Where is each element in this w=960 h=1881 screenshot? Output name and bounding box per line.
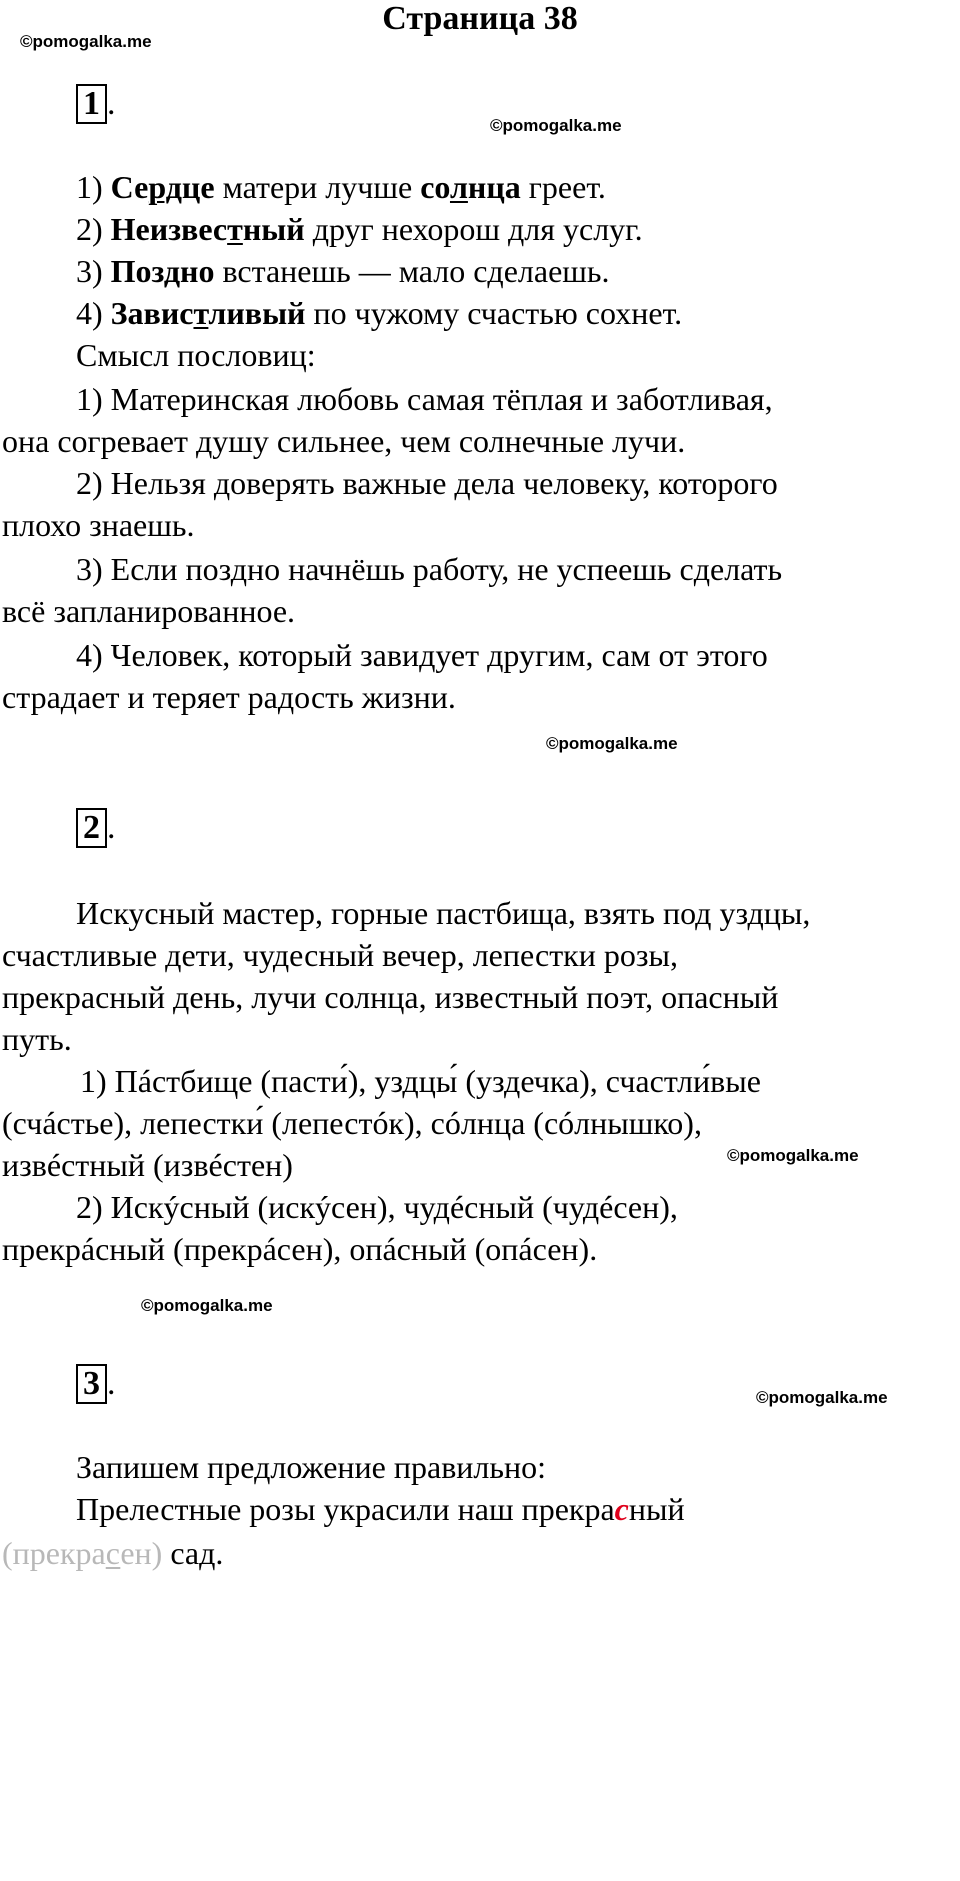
proverb-3: 3) Поздно встанешь — мало сделаешь.	[76, 253, 610, 289]
task3-line-2: Прелестные розы украсили наш прекрасный	[76, 1491, 685, 1527]
proverb-1: 1) Сердце матери лучше солнца греет.	[76, 169, 606, 205]
watermark: ©pomogalka.me	[756, 1388, 888, 1407]
meaning-1b: она согревает душу сильнее, чем солнечные лучи.	[2, 423, 686, 459]
meaning-2b: плохо знаешь.	[2, 507, 195, 543]
task2-line-9: прекрáсный (прекрáсен), опáсный (опáсен).	[2, 1231, 598, 1267]
task2-line-8: 2) Искýсный (искýсен), чудéсный (чудéсен),	[76, 1189, 678, 1225]
watermark: ©pomogalka.me	[490, 116, 622, 135]
watermark: ©pomogalka.me	[20, 32, 152, 51]
task2-line-4: путь.	[2, 1021, 72, 1057]
task2-line-7: извéстный (извéстен)	[2, 1147, 293, 1183]
task3-line-3: (прекрасен) сад.	[2, 1535, 224, 1571]
task-number-2: 2 .	[76, 808, 116, 848]
proverb-4: 4) Завистливый по чужому счастью сохнет.	[76, 295, 683, 331]
bold-word: Се	[110, 169, 149, 205]
meaning-4a: 4) Человек, который завидует другим, сам от этого	[76, 637, 768, 673]
task2-line-5: 1) Пáстбище (пасти́), уздцы́ (уздечка), счастли́вые	[80, 1063, 761, 1099]
task3-line-1: Запишем предложение правильно:	[76, 1449, 546, 1485]
task2-line-3: прекрасный день, лучи солнца, известный поэт, опасный	[2, 979, 779, 1015]
task2-line-2: счастливые дети, чудесный вечер, лепестки розы,	[2, 937, 678, 973]
meaning-3b: всё запланированное.	[2, 593, 296, 629]
meaning-3a: 3) Если поздно начнёшь работу, не успеешь сделать	[76, 551, 783, 587]
proverb-2: 2) Неизвестный друг нехорош для услуг.	[76, 211, 643, 247]
meaning-heading: Смысл пословиц:	[76, 337, 316, 373]
watermark: ©pomogalka.me	[141, 1296, 273, 1315]
meaning-2a: 2) Нельзя доверять важные дела человеку, которого	[76, 465, 778, 501]
meaning-1a: 1) Материнская любовь самая тёплая и заботливая,	[76, 381, 773, 417]
task-number-1: 1 .	[76, 84, 116, 124]
task-number-3: 3 .	[76, 1364, 116, 1404]
watermark: ©pomogalka.me	[727, 1146, 859, 1165]
task2-line-1: Искусный мастер, горные пастбища, взять под уздцы,	[76, 895, 811, 931]
meaning-4b: страдает и теряет радость жизни.	[2, 679, 456, 715]
watermark: ©pomogalka.me	[546, 734, 678, 753]
highlighted-letter: с	[614, 1491, 629, 1527]
page-title: Страница 38	[382, 0, 578, 37]
task2-line-6: (счáстье), лепестки́ (лепестóк), сóлнца (сóлнышко),	[2, 1105, 702, 1141]
